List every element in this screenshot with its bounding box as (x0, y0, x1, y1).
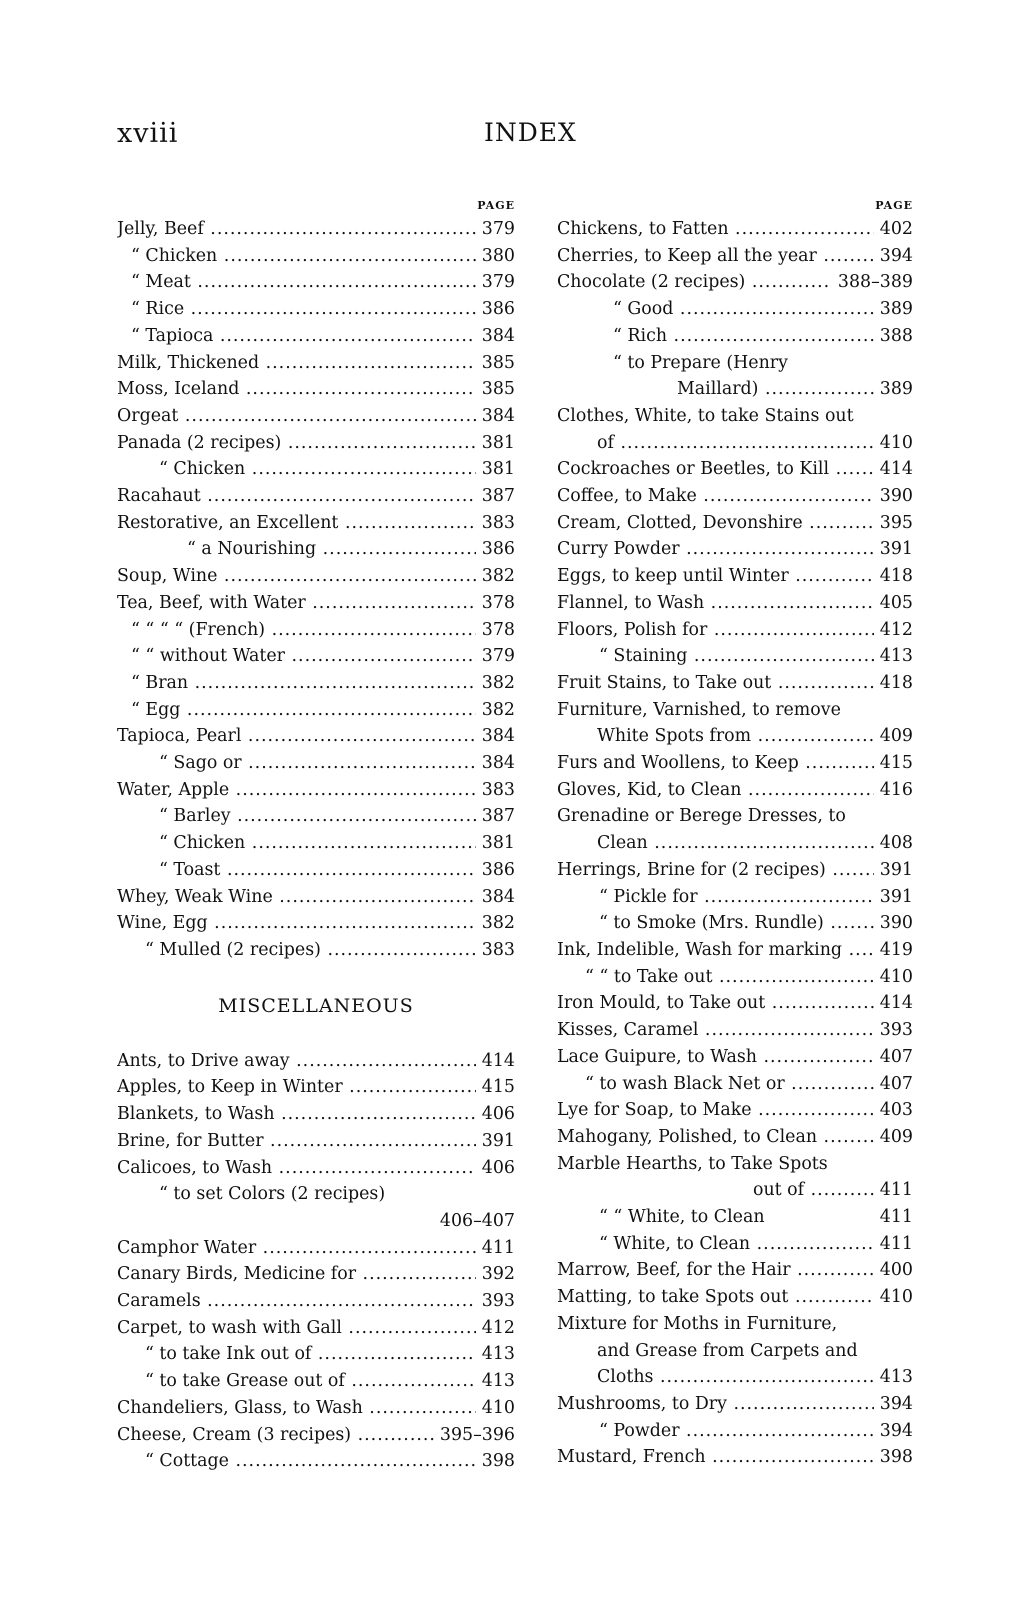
index-entry: Gloves, Kid, to Clean ..... 416 (557, 777, 913, 804)
index-entry: “ Tapioca ..... 384 (117, 323, 515, 350)
index-entry: Tea, Beef, with Water ..... 378 (117, 590, 515, 617)
index-entry: Chickens, to Fatten ..... 402 (557, 216, 913, 243)
index-entry: Curry Powder ..... 391 (557, 536, 913, 563)
index-entry: Cream, Clotted, Devonshire ..... 395 (557, 510, 913, 537)
index-entry: “ “ without Water ..... 379 (117, 643, 515, 670)
index-entry: Cockroaches or Beetles, to Kill ..... 414 (557, 456, 913, 483)
index-entry: Chandeliers, Glass, to Wash ..... 410 (117, 1395, 515, 1422)
index-entry: “ Pickle for ..... 391 (557, 884, 913, 911)
index-entry: Coffee, to Make ..... 390 (557, 483, 913, 510)
index-entry: “ “ “ “ (French) ..... 378 (117, 617, 515, 644)
index-entry: Brine, for Butter ..... 391 (117, 1128, 515, 1155)
index-entry: Apples, to Keep in Winter ..... 415 (117, 1074, 515, 1101)
index-entry: Furniture, Varnished, to remove White Spots from ..... 409 (557, 697, 913, 750)
index-entry: Moss, Iceland ..... 385 (117, 376, 515, 403)
index-entry: Fruit Stains, to Take out ..... 418 (557, 670, 913, 697)
right-column (557, 196, 913, 1471)
section-heading: MISCELLANEOUS (218, 994, 414, 1017)
index-entry: “ Meat ..... 379 (117, 269, 515, 296)
index-entry: Herrings, Brine for (2 recipes) ..... 391 (557, 857, 913, 884)
running-head: INDEX (484, 118, 577, 147)
index-entry: Mahogany, Polished, to Clean ..... 409 (557, 1124, 913, 1151)
index-entry: Grenadine or Berege Dresses, to Clean ..... 408 (557, 803, 913, 856)
index-entry: Kisses, Caramel ..... 393 (557, 1017, 913, 1044)
index-entry: Milk, Thickened ..... 385 (117, 350, 515, 377)
index-entry: “ White, to Clean ..... 411 (557, 1231, 913, 1258)
index-entry: “ “ to Take out ..... 410 (557, 964, 913, 991)
index-entry: “ a Nourishing ..... 386 (117, 536, 515, 563)
left-column (117, 196, 515, 1475)
index-entry: “ Mulled (2 recipes) ..... 383 (117, 937, 515, 964)
index-entry: Ink, Indelible, Wash for marking ..... 419 (557, 937, 913, 964)
index-entry: Floors, Polish for ..... 412 (557, 617, 913, 644)
page-number: xviii (117, 118, 179, 149)
index-entry: Eggs, to keep until Winter ..... 418 (557, 563, 913, 590)
page-column-label: PAGE (875, 199, 913, 212)
index-entry: “ to set Colors (2 recipes) 406–407 (159, 1184, 515, 1231)
index-entry: “ Rice ..... 386 (117, 296, 515, 323)
index-entry: Wine, Egg ..... 382 (117, 910, 515, 937)
index-entry: Racahaut ..... 387 (117, 483, 515, 510)
index-entry: “ to take Ink out of ..... 413 (117, 1341, 515, 1368)
index-entry: “ Chicken ..... 380 (117, 243, 515, 270)
index-entry: Marrow, Beef, for the Hair ..... 400 (557, 1257, 913, 1284)
index-entry: “ Barley ..... 387 (117, 803, 515, 830)
index-entry: “ Cottage ..... 398 (117, 1448, 515, 1475)
index-entry: Furs and Woollens, to Keep ..... 415 (557, 750, 913, 777)
index-entry: Canary Birds, Medicine for ..... 392 (117, 1261, 515, 1288)
index-entry: Chocolate (2 recipes) ..... 388–389 (557, 269, 913, 296)
index-entry: Jelly, Beef ..... 379 (117, 216, 515, 243)
index-entry: “ to wash Black Net or ..... 407 (557, 1071, 913, 1098)
index-entry: “ Powder ..... 394 (557, 1418, 913, 1445)
index-entry: Cheese, Cream (3 recipes) ..... 395–396 (117, 1422, 515, 1449)
index-entry: Water, Apple ..... 383 (117, 777, 515, 804)
index-entry: Lace Guipure, to Wash ..... 407 (557, 1044, 913, 1071)
index-entry: Mushrooms, to Dry ..... 394 (557, 1391, 913, 1418)
index-entry: “ Toast ..... 386 (117, 857, 515, 884)
index-entry: Iron Mould, to Take out ..... 414 (557, 990, 913, 1017)
index-entry: Matting, to take Spots out ..... 410 (557, 1284, 913, 1311)
index-entry: Clothes, White, to take Stains out of ..... 410 (557, 403, 913, 456)
index-entry: Calicoes, to Wash ..... 406 (117, 1155, 515, 1182)
index-entry: “ to Smoke (Mrs. Rundle) ..... 390 (557, 910, 913, 937)
index-entry: “ to Prepare (Henry Maillard) ..... 389 (557, 350, 913, 403)
index-entry: Tapioca, Pearl ..... 384 (117, 723, 515, 750)
index-entry: Cherries, to Keep all the year ..... 394 (557, 243, 913, 270)
index-entry: “ Chicken ..... 381 (117, 456, 515, 483)
index-entry: Marble Hearths, to Take Spots out of ..... 411 (557, 1151, 913, 1204)
index-entry: Caramels ..... 393 (117, 1288, 515, 1315)
index-entry: “ Chicken ..... 381 (117, 830, 515, 857)
index-entry: Whey, Weak Wine ..... 384 (117, 884, 515, 911)
index-entry: Blankets, to Wash ..... 406 (117, 1101, 515, 1128)
index-entry: “ Rich ..... 388 (557, 323, 913, 350)
index-entry: Lye for Soap, to Make ..... 403 (557, 1097, 913, 1124)
index-entry: Flannel, to Wash ..... 405 (557, 590, 913, 617)
index-entry: “ Sago or ..... 384 (117, 750, 515, 777)
index-entry: Ants, to Drive away ..... 414 (117, 1048, 515, 1075)
index-entry: “ to take Grease out of ..... 413 (117, 1368, 515, 1395)
index-entry: “ Egg ..... 382 (117, 697, 515, 724)
index-entry: “ “ White, to Clean 411 (599, 1207, 913, 1228)
index-entry: Camphor Water ..... 411 (117, 1235, 515, 1262)
index-entry: Mustard, French ..... 398 (557, 1444, 913, 1471)
index-entry: Panada (2 recipes) ..... 381 (117, 430, 515, 457)
index-entry: Restorative, an Excellent ..... 383 (117, 510, 515, 537)
index-entry: Mixture for Moths in Furniture, and Grease from Carpets and Cloths ..... 413 (557, 1311, 913, 1391)
index-entry: Orgeat ..... 384 (117, 403, 515, 430)
index-entry: Soup, Wine ..... 382 (117, 563, 515, 590)
index-entry: “ Staining ..... 413 (557, 643, 913, 670)
page-column-label: PAGE (477, 199, 515, 212)
index-entry: “ Bran ..... 382 (117, 670, 515, 697)
index-entry: “ Good ..... 389 (557, 296, 913, 323)
index-entry: Carpet, to wash with Gall ..... 412 (117, 1315, 515, 1342)
